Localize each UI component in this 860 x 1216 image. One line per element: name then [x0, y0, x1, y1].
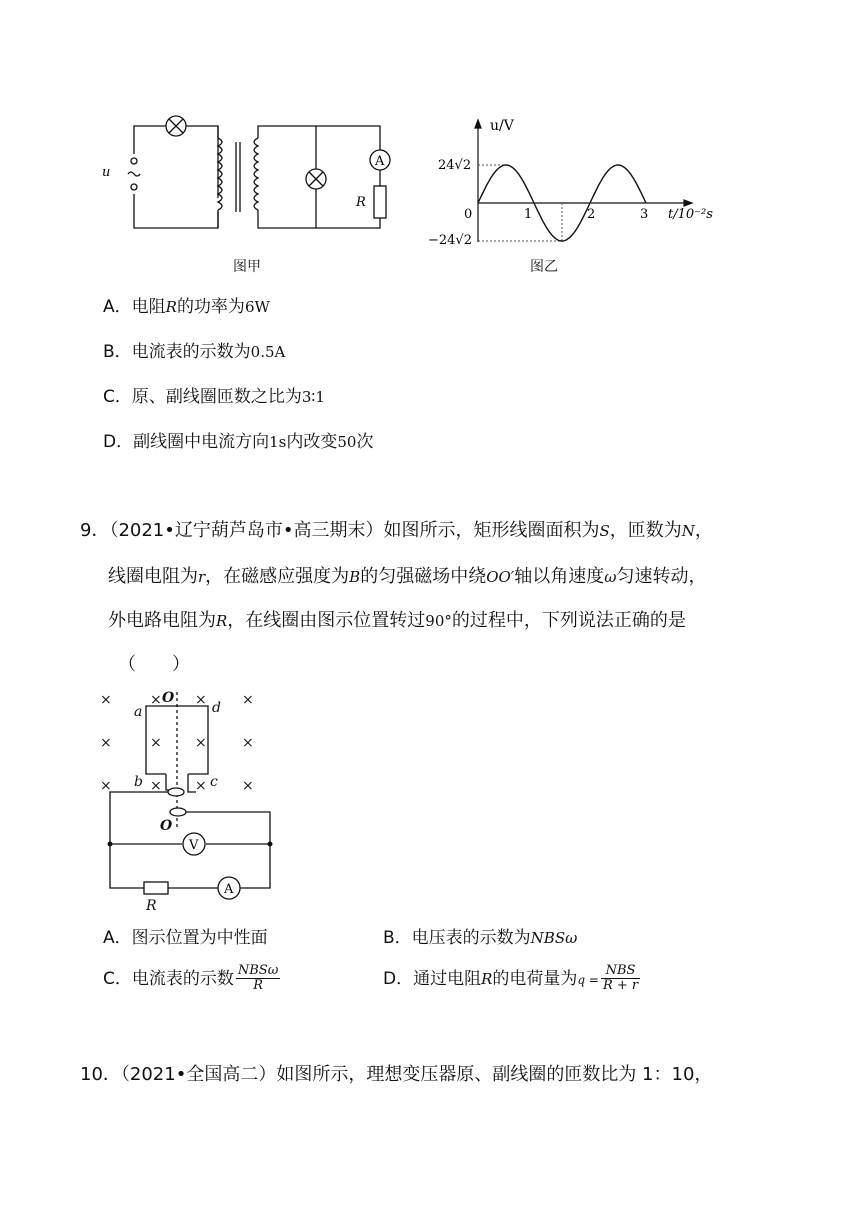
svg-text:×: × [195, 778, 207, 794]
option-d-fraction: $\frac{\text{NBS}}{R + r}$ [602, 963, 639, 994]
svg-text:c: c [210, 774, 218, 790]
q8-option-a[interactable]: A．电阻R的功率为6W [103, 297, 270, 317]
q8-option-c[interactable]: C．原、副线圈匝数之比为3∶1 [103, 387, 325, 407]
q8-option-b[interactable]: B．电流表的示数为0.5A [103, 342, 286, 362]
transformer-circuit-diagram [100, 112, 400, 272]
svg-text:×: × [100, 735, 112, 751]
svg-text:×: × [150, 778, 162, 794]
q9-answer-blank: （ ） [118, 654, 190, 675]
svg-text:×: × [242, 735, 254, 751]
q8-option-d[interactable]: D．副线圈中电流方向1s内改变50次 [103, 432, 374, 452]
svg-text:×: × [242, 778, 254, 794]
q10-stem: 10．（2021•全国高二）如图所示，理想变压器原、副线圈的匝数比为 1：10， [80, 1064, 713, 1085]
q9-stem-line3: 外电路电阻为R，在线圈由图示位置转过90°的过程中，下列说法正确的是 [108, 610, 686, 631]
svg-text:×: × [150, 735, 162, 751]
y-tick-bottom: −24√2 [428, 233, 472, 248]
q9-option-c[interactable]: C．电流表的示数 $\frac{\text{NBSω}}{R}$ [103, 963, 279, 994]
svg-text:a: a [134, 704, 143, 720]
origin-label: 0 [464, 207, 473, 222]
svg-text:×: × [195, 692, 207, 708]
svg-text:×: × [100, 778, 112, 794]
svg-text:V: V [189, 838, 199, 853]
q9-option-a[interactable]: A．图示位置为中性面 [103, 928, 268, 948]
svg-text:×: × [150, 692, 162, 708]
svg-text:×: × [195, 735, 207, 751]
voltage-time-graph [420, 112, 730, 252]
x-tick-3: 3 [640, 207, 649, 222]
figure-caption-yi: 图乙 [530, 259, 558, 275]
q9-option-b[interactable]: B．电压表的示数为NBSω [383, 928, 578, 948]
svg-text:R: R [146, 898, 157, 914]
svg-text:d: d [212, 700, 221, 716]
svg-text:A: A [224, 882, 234, 897]
q9-option-d[interactable]: D．通过电阻R的电荷量为q = $\frac{\text{NBS}}{R + r}$ [383, 963, 639, 994]
graph-xlabel: t/10⁻²s [668, 207, 713, 222]
svg-text:b: b [134, 774, 143, 790]
resistor-label: R [356, 195, 366, 210]
source-label: u [102, 165, 111, 180]
svg-text:O: O [160, 818, 173, 834]
svg-text:×: × [100, 692, 112, 708]
ammeter-label: A [375, 154, 385, 169]
graph-ylabel: u/V [490, 118, 514, 134]
x-tick-1: 1 [524, 207, 533, 222]
figure-caption-jia: 图甲 [233, 259, 261, 275]
svg-text:×: × [242, 692, 254, 708]
option-c-fraction: $\frac{\text{NBSω}}{R}$ [237, 963, 279, 994]
q9-stem-line1: 9．（2021•辽宁葫芦岛市•高三期末）如图所示，矩形线圈面积为S，匝数为N， [80, 520, 713, 541]
x-tick-2: 2 [587, 207, 596, 222]
y-tick-top: 24√2 [438, 158, 472, 173]
rotating-coil-diagram [96, 684, 286, 914]
svg-text:O: O [162, 690, 175, 706]
q9-stem-line2: 线圈电阻为r，在磁感应强度为B的匀强磁场中绕OO′轴以角速度ω匀速转动， [108, 566, 707, 587]
